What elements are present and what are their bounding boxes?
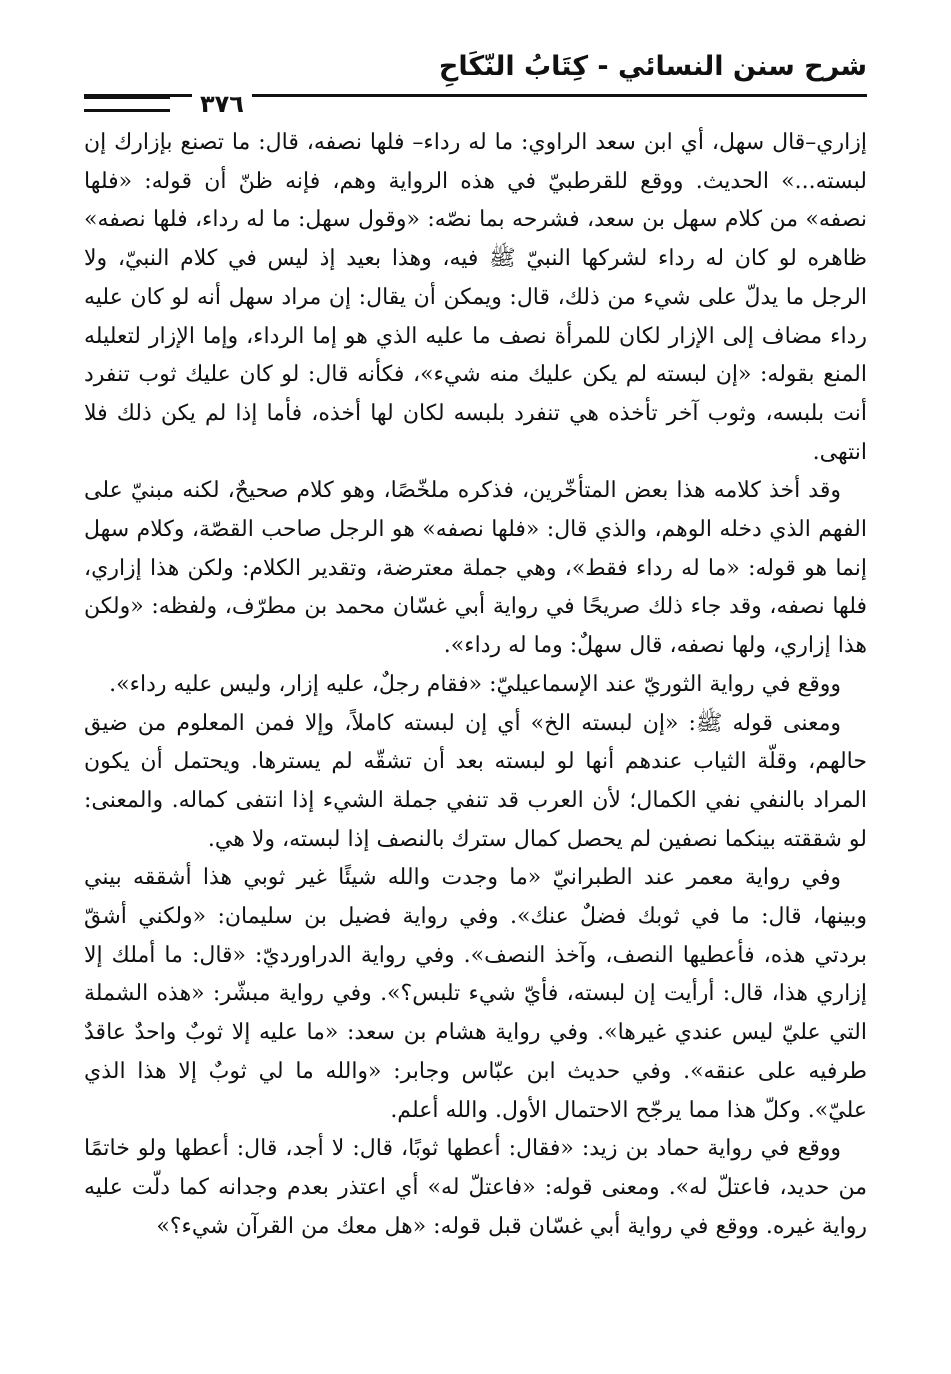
paragraph: ومعنى قوله ﷺ: «إن لبسته الخ» أي إن لبسته كاملاً، وإلا فمن المعلوم من ضيق حالهم، وقلّة الثياب عندهم أنها لو لبسته بعد أن تشقّه لم يسترها. ويحتمل أن يكون المراد بالنفي نفي الكمال؛ لأن العرب قد تنفي جملة الشيء إذا انتفى كماله. والمعنى: لو شققته بينكما نصفين لم يحصل كمال سترك بالنصف إذا لبسته، ولا هي. [84,710,867,852]
text-body [84,124,867,1246]
paragraph: وقد أخذ كلامه هذا بعض المتأخّرين، فذكره ملخّصًا، وهو كلام صحيحٌ، لكنه مبنيّ على الفهم الذي دخله الوهم، والذي قال: «فلها نصفه» هو الرجل صاحب القصّة، وكلام سهل إنما هو قوله: «ما له رداء فقط»، وهي جملة معترضة، وتقدير الكلام: ولكن هذا إزاري، فلها نصفه، وقد جاء ذلك صريحًا في رواية أبي غسّان محمد بن مطرّف، ولفظه: «ولكن هذا إزاري، ولها نصفه، قال سهلٌ: وما له رداء». [84,478,867,659]
paragraph: إزاري–قال سهل، أي ابن سعد الراوي: ما له رداء– فلها نصفه، قال: ما تصنع بإزارك إن لبسته...» الحديث. ووقع للقرطبيّ في هذه الرواية وهم، فإنه ظنّ أن قوله: «فلها نصفه» من كلام سهل بن سعد، فشرحه بما نصّه: «وقول سهل: ما له رداء، فلها نصفه» ظاهره لو كان له رداء لشركها النبيّ ﷺ فيه، وهذا بعيد إذ ليس في كلام النبيّ، ولا الرجل ما يدلّ على شيء من ذلك، قال: ويمكن أن يقال: إن مراد سهل أنه لو كان عليه رداء مضاف إلى الإزار لكان للمرأة نصف ما عليه الذي هو إما الرداء، وإما الإزار لتعليله المنع بقوله: «إن لبسته لم يكن عليك منه شيء»، فكأنه قال: لو كان عليك ثوب تنفرد أنت بلبسه، وثوب آخر تأخذه هي تنفرد بلبسه لكان لها أخذه، فأما إذا لم يكن ذلك فلا انتهى. [84,130,867,465]
paragraph: وفي رواية معمر عند الطبرانيّ «ما وجدت والله شيئًا غير ثوبي هذا أشققه بيني وبينها، قال: ما في ثوبك فضلٌ عنك». وفي رواية فضيل بن سليمان: «ولكني أشقّ بردتي هذه، فأعطيها النصف، وآخذ النصف». وفي رواية الدراورديّ: «قال: ما أملك إلا إزاري هذا، قال: أرأيت إن لبسته، فأيّ شيء تلبس؟». وفي رواية مبشّر: «هذه الشملة التي عليّ ليس عندي غيرها». وفي رواية هشام بن سعد: «ما عليه إلا ثوبٌ واحدٌ عاقدٌ طرفيه على عنقه». وفي حديث ابن عبّاس وجابر: «والله ما لي ثوبٌ إلا هذا الذي عليّ». وكلّ هذا مما يرجّح الاحتمال الأول. والله أعلم. [84,865,867,1123]
header-double-rule [84,96,170,112]
paragraph: ووقع في رواية حماد بن زيد: «فقال: أعطها ثوبًا، قال: لا أجد، قال: أعطها ولو خاتمًا من حديد، فاعتلّ له». ومعنى قوله: «فاعتلّ له» أي اعتذر بعدم وجدانه كما دلّت عليه رواية غيره. ووقع في رواية أبي غسّان قبل قوله: «هل معك من القرآن شيء؟» [84,1136,867,1239]
paragraph: ووقع في رواية الثوريّ عند الإسماعيليّ: «فقام رجلٌ، عليه إزار، وليس عليه رداء». [109,671,841,697]
page-number: ٣٧٦ [192,88,252,120]
running-title: شرح سنن النسائي - كِتَابُ النّكَاحِ [438,51,867,82]
running-header [84,48,867,118]
